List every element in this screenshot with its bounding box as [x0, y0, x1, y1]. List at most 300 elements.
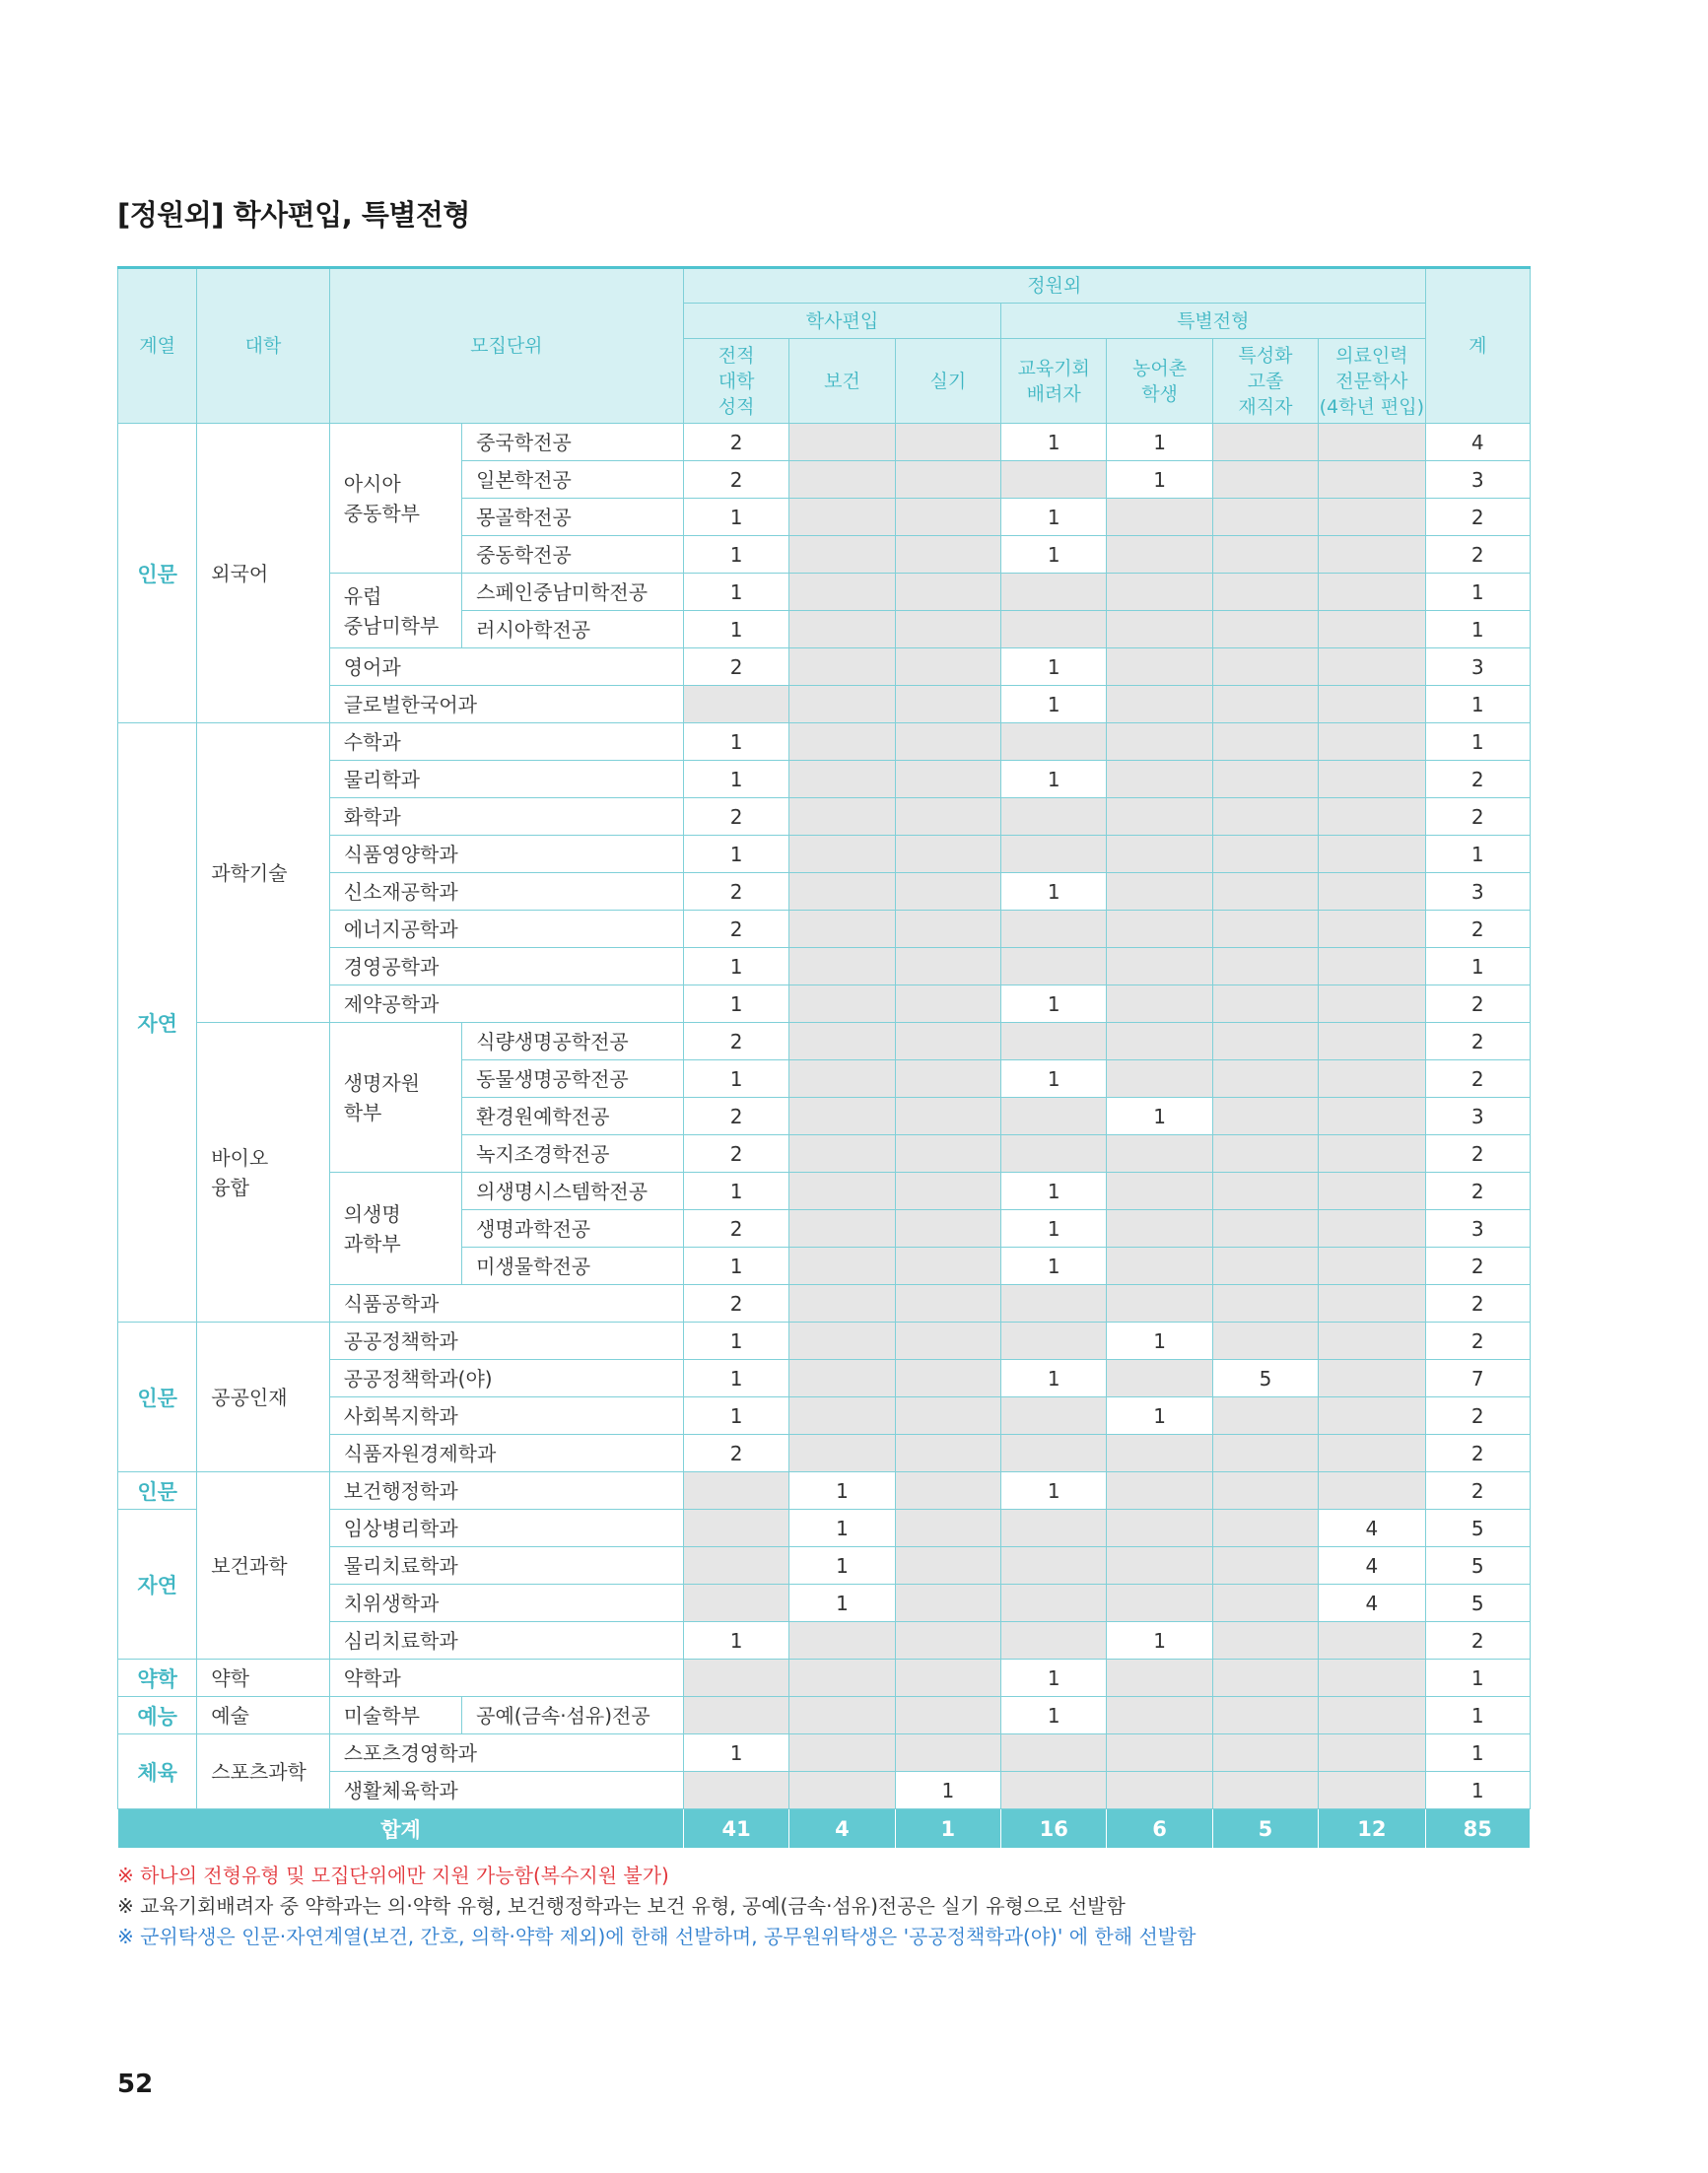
value-cell: 2 [683, 1023, 788, 1060]
table-header [118, 268, 1531, 424]
value-cell [895, 1472, 1000, 1510]
value-cell [1212, 686, 1318, 723]
value-cell: 1 [683, 1248, 788, 1285]
value-cell [1001, 611, 1107, 648]
value-cell [1001, 1023, 1107, 1060]
value-cell [1212, 798, 1318, 836]
value-cell [1319, 1360, 1425, 1397]
sum-cell: 16 [1001, 1809, 1107, 1849]
total-cell: 2 [1425, 1397, 1530, 1435]
sum-cell: 5 [1212, 1809, 1318, 1849]
value-cell [1001, 574, 1107, 611]
value-cell [683, 1547, 788, 1585]
total-cell: 2 [1425, 1285, 1530, 1323]
value-cell [1001, 1397, 1107, 1435]
value-cell: 2 [683, 1098, 788, 1135]
value-cell [1107, 1660, 1212, 1697]
header-unit: 모집단위 [329, 268, 683, 424]
major-cell: 생명과학전공 [462, 1210, 684, 1248]
value-cell [789, 1360, 895, 1397]
value-cell [1319, 1323, 1425, 1360]
value-cell [1212, 648, 1318, 686]
total-cell: 5 [1425, 1547, 1530, 1585]
total-cell: 4 [1425, 424, 1530, 461]
value-cell [1107, 1547, 1212, 1585]
value-cell [1107, 1734, 1212, 1772]
value-cell: 1 [1001, 536, 1107, 574]
unit-cell: 치위생학과 [329, 1585, 683, 1622]
value-cell: 1 [1001, 1697, 1107, 1734]
value-cell [895, 1060, 1000, 1098]
college-cell: 약학 [197, 1660, 329, 1697]
page-title: [정원외] 학사편입, 특별전형 [117, 198, 470, 232]
value-cell [1319, 1622, 1425, 1660]
value-cell [1319, 1060, 1425, 1098]
total-cell: 3 [1425, 461, 1530, 499]
total-cell: 1 [1425, 1772, 1530, 1809]
table-row [118, 424, 1531, 461]
value-cell [1212, 611, 1318, 648]
value-cell [789, 1323, 895, 1360]
value-cell [1107, 948, 1212, 985]
value-cell: 1 [683, 1622, 788, 1660]
value-cell [1107, 1060, 1212, 1098]
header-field: 계열 [118, 268, 197, 424]
college-cell: 바이오 융합 [197, 1023, 329, 1323]
value-cell [1107, 1360, 1212, 1397]
value-cell [895, 723, 1000, 761]
value-cell [895, 761, 1000, 798]
value-cell [789, 499, 895, 536]
value-cell [1107, 1285, 1212, 1323]
value-cell [1107, 1435, 1212, 1472]
total-cell: 2 [1425, 761, 1530, 798]
value-cell [1107, 574, 1212, 611]
note-item: ※ 군위탁생은 인문·자연계열(보건, 간호, 의학·약학 제외)에 한해 선발하며, 공무원위탁생은 '공공정책학과(야)' 에 한해 선발함 [117, 1925, 1196, 1948]
value-cell: 1 [683, 1323, 788, 1360]
total-cell: 2 [1425, 1248, 1530, 1285]
major-cell: 중국학전공 [462, 424, 684, 461]
value-cell [1001, 1285, 1107, 1323]
total-cell: 2 [1425, 1435, 1530, 1472]
unit-cell: 글로벌한국어과 [329, 686, 683, 723]
field-cell: 약학 [118, 1660, 197, 1697]
total-cell: 1 [1425, 686, 1530, 723]
total-cell: 1 [1425, 948, 1530, 985]
value-cell [1212, 1135, 1318, 1173]
table-row [118, 1547, 1531, 1585]
total-cell: 7 [1425, 1360, 1530, 1397]
value-cell [789, 1622, 895, 1660]
value-cell [789, 836, 895, 873]
total-cell: 3 [1425, 1098, 1530, 1135]
major-cell: 환경원예학전공 [462, 1098, 684, 1135]
unit-cell: 미술학부 [329, 1697, 461, 1734]
value-cell [1212, 723, 1318, 761]
college-cell: 외국어 [197, 424, 329, 723]
value-cell [895, 574, 1000, 611]
value-cell: 1 [1107, 1397, 1212, 1435]
value-cell: 5 [1212, 1360, 1318, 1397]
value-cell [1319, 1660, 1425, 1697]
value-cell [789, 1210, 895, 1248]
value-cell [789, 1248, 895, 1285]
total-cell: 1 [1425, 611, 1530, 648]
value-cell: 1 [789, 1547, 895, 1585]
table-row [118, 648, 1531, 686]
value-cell: 1 [683, 1734, 788, 1772]
value-cell: 1 [1001, 1360, 1107, 1397]
value-cell [895, 985, 1000, 1023]
note-item: ※ 교육기회배려자 중 약학과는 의·약학 유형, 보건행정학과는 보건 유형, 공예(금속·섬유)전공은 실기 유형으로 선발함 [117, 1894, 1126, 1918]
value-cell: 1 [1107, 1622, 1212, 1660]
value-cell [1107, 911, 1212, 948]
value-cell [1319, 1472, 1425, 1510]
value-cell [683, 1472, 788, 1510]
value-cell [789, 1772, 895, 1809]
total-cell: 2 [1425, 536, 1530, 574]
note-item: ※ 하나의 전형유형 및 모집단위에만 지원 가능함(복수지원 불가) [117, 1864, 669, 1887]
total-cell: 5 [1425, 1510, 1530, 1547]
value-cell [683, 1585, 788, 1622]
total-cell: 2 [1425, 985, 1530, 1023]
value-cell [789, 873, 895, 911]
value-cell [789, 1660, 895, 1697]
value-cell [1107, 873, 1212, 911]
value-cell: 2 [683, 1435, 788, 1472]
table-body [118, 424, 1531, 1809]
value-cell [1107, 686, 1212, 723]
value-cell [1319, 1173, 1425, 1210]
value-cell [1319, 1210, 1425, 1248]
value-cell [1212, 1248, 1318, 1285]
value-cell [789, 1135, 895, 1173]
value-cell [895, 836, 1000, 873]
value-cell [789, 1734, 895, 1772]
value-cell: 1 [1001, 1248, 1107, 1285]
value-cell: 1 [1001, 648, 1107, 686]
value-cell: 2 [683, 424, 788, 461]
header-total: 계 [1425, 268, 1530, 424]
value-cell [1212, 461, 1318, 499]
value-cell [1107, 1248, 1212, 1285]
total-cell: 2 [1425, 1023, 1530, 1060]
value-cell: 2 [683, 648, 788, 686]
value-cell [789, 648, 895, 686]
value-cell [895, 873, 1000, 911]
value-cell [1319, 723, 1425, 761]
value-cell [1001, 948, 1107, 985]
value-cell [895, 648, 1000, 686]
major-cell: 스페인중남미학전공 [462, 574, 684, 611]
value-cell [1001, 461, 1107, 499]
value-cell: 2 [683, 461, 788, 499]
value-cell [895, 424, 1000, 461]
value-cell: 1 [683, 761, 788, 798]
value-cell [1319, 873, 1425, 911]
field-cell: 인문 [118, 1323, 197, 1472]
value-cell [683, 1510, 788, 1547]
value-cell [895, 499, 1000, 536]
table-row [118, 873, 1531, 911]
value-cell [1212, 536, 1318, 574]
value-cell [1107, 798, 1212, 836]
value-cell [1319, 499, 1425, 536]
value-cell [1212, 1210, 1318, 1248]
total-cell: 2 [1425, 1173, 1530, 1210]
header-sub: 농어촌 학생 [1107, 339, 1212, 424]
value-cell: 2 [683, 911, 788, 948]
value-cell [895, 1360, 1000, 1397]
value-cell [895, 1023, 1000, 1060]
total-cell: 5 [1425, 1585, 1530, 1622]
admission-table [117, 266, 1531, 1849]
value-cell [895, 798, 1000, 836]
unit-cell: 에너지공학과 [329, 911, 683, 948]
value-cell [895, 611, 1000, 648]
field-cell: 체육 [118, 1734, 197, 1809]
value-cell: 1 [1001, 985, 1107, 1023]
value-cell [1212, 1622, 1318, 1660]
value-cell: 4 [1319, 1547, 1425, 1585]
value-cell [1319, 1135, 1425, 1173]
value-cell [1212, 1772, 1318, 1809]
total-cell: 2 [1425, 1622, 1530, 1660]
value-cell: 1 [683, 948, 788, 985]
value-cell [1319, 611, 1425, 648]
value-cell [895, 1435, 1000, 1472]
value-cell [895, 536, 1000, 574]
value-cell [895, 1285, 1000, 1323]
total-cell: 2 [1425, 1323, 1530, 1360]
value-cell [895, 686, 1000, 723]
value-cell [789, 1098, 895, 1135]
value-cell [789, 911, 895, 948]
table-row [118, 1360, 1531, 1397]
value-cell [1107, 836, 1212, 873]
major-cell: 몽골학전공 [462, 499, 684, 536]
value-cell [789, 1435, 895, 1472]
value-cell [789, 1173, 895, 1210]
value-cell [789, 686, 895, 723]
total-cell: 3 [1425, 1210, 1530, 1248]
table-row [118, 1323, 1531, 1360]
value-cell: 1 [1001, 424, 1107, 461]
total-cell: 3 [1425, 648, 1530, 686]
value-cell [1001, 1585, 1107, 1622]
value-cell [789, 985, 895, 1023]
field-cell: 예능 [118, 1697, 197, 1734]
value-cell [895, 1323, 1000, 1360]
value-cell [1212, 1285, 1318, 1323]
value-cell [1212, 1660, 1318, 1697]
sum-cell: 4 [789, 1809, 895, 1849]
value-cell [1212, 1697, 1318, 1734]
value-cell: 1 [683, 723, 788, 761]
unit-cell: 심리치료학과 [329, 1622, 683, 1660]
value-cell [895, 1734, 1000, 1772]
table-row [118, 1285, 1531, 1323]
total-cell: 1 [1425, 723, 1530, 761]
value-cell [1319, 798, 1425, 836]
field-cell: 인문 [118, 424, 197, 723]
value-cell [895, 1660, 1000, 1697]
sum-cell: 1 [895, 1809, 1000, 1849]
major-cell: 러시아학전공 [462, 611, 684, 648]
value-cell: 1 [683, 1397, 788, 1435]
value-cell [895, 1248, 1000, 1285]
total-cell: 3 [1425, 873, 1530, 911]
page-number: 52 [117, 2070, 154, 2099]
table-row [118, 1173, 1531, 1210]
unit-cell: 생명자원 학부 [329, 1023, 461, 1173]
value-cell [789, 761, 895, 798]
value-cell [1001, 1547, 1107, 1585]
value-cell [1212, 1585, 1318, 1622]
table-row [118, 911, 1531, 948]
value-cell [1107, 1173, 1212, 1210]
sum-total: 85 [1425, 1809, 1530, 1849]
value-cell [1001, 1098, 1107, 1135]
value-cell: 1 [1107, 424, 1212, 461]
value-cell: 2 [683, 1210, 788, 1248]
header-college: 대학 [197, 268, 329, 424]
value-cell [1212, 499, 1318, 536]
unit-cell: 유럽 중남미학부 [329, 574, 461, 648]
sum-cell: 41 [683, 1809, 788, 1849]
value-cell: 1 [1001, 1472, 1107, 1510]
value-cell [1212, 1734, 1318, 1772]
unit-cell: 신소재공학과 [329, 873, 683, 911]
value-cell [1107, 761, 1212, 798]
total-cell: 1 [1425, 1697, 1530, 1734]
value-cell [1212, 1060, 1318, 1098]
value-cell [1107, 1585, 1212, 1622]
value-cell [1212, 985, 1318, 1023]
sum-row [118, 1809, 1531, 1849]
value-cell [789, 1285, 895, 1323]
total-cell: 2 [1425, 1135, 1530, 1173]
value-cell [1001, 836, 1107, 873]
value-cell [683, 1660, 788, 1697]
value-cell [895, 1622, 1000, 1660]
value-cell [1107, 1135, 1212, 1173]
unit-cell: 공공정책학과 [329, 1323, 683, 1360]
value-cell: 1 [1001, 499, 1107, 536]
value-cell [1319, 1285, 1425, 1323]
total-cell: 2 [1425, 798, 1530, 836]
major-cell: 미생물학전공 [462, 1248, 684, 1285]
major-cell: 녹지조경학전공 [462, 1135, 684, 1173]
value-cell: 1 [683, 1360, 788, 1397]
college-cell: 공공인재 [197, 1323, 329, 1472]
value-cell [1319, 648, 1425, 686]
value-cell: 2 [683, 1135, 788, 1173]
value-cell [895, 948, 1000, 985]
unit-cell: 사회복지학과 [329, 1397, 683, 1435]
unit-cell: 임상병리학과 [329, 1510, 683, 1547]
value-cell: 1 [1001, 686, 1107, 723]
value-cell [1107, 611, 1212, 648]
value-cell [789, 424, 895, 461]
value-cell [1212, 1472, 1318, 1510]
value-cell: 4 [1319, 1585, 1425, 1622]
value-cell: 1 [683, 985, 788, 1023]
value-cell [789, 948, 895, 985]
unit-cell: 수학과 [329, 723, 683, 761]
value-cell [1212, 1023, 1318, 1060]
value-cell [895, 1173, 1000, 1210]
table-row [118, 1023, 1531, 1060]
table-row [118, 1510, 1531, 1547]
value-cell [1001, 723, 1107, 761]
value-cell [1001, 798, 1107, 836]
sum-cell: 6 [1107, 1809, 1212, 1849]
value-cell [1107, 648, 1212, 686]
value-cell [1212, 836, 1318, 873]
value-cell: 1 [683, 1060, 788, 1098]
value-cell [1107, 536, 1212, 574]
major-cell: 중동학전공 [462, 536, 684, 574]
value-cell [1212, 911, 1318, 948]
value-cell [1107, 1472, 1212, 1510]
college-cell: 스포츠과학 [197, 1734, 329, 1809]
value-cell: 1 [1107, 461, 1212, 499]
value-cell [1107, 1697, 1212, 1734]
value-cell [1212, 1510, 1318, 1547]
total-cell: 2 [1425, 499, 1530, 536]
unit-cell: 물리치료학과 [329, 1547, 683, 1585]
college-cell: 보건과학 [197, 1472, 329, 1660]
value-cell [1319, 1697, 1425, 1734]
table-row [118, 948, 1531, 985]
unit-cell: 제약공학과 [329, 985, 683, 1023]
value-cell [1001, 911, 1107, 948]
total-cell: 2 [1425, 1472, 1530, 1510]
value-cell [789, 1060, 895, 1098]
value-cell: 1 [789, 1510, 895, 1547]
value-cell: 1 [1001, 1173, 1107, 1210]
table-row [118, 1622, 1531, 1660]
header-sub: 보건 [789, 339, 895, 424]
field-cell: 자연 [118, 723, 197, 1323]
value-cell: 1 [895, 1772, 1000, 1809]
value-cell: 1 [1001, 1660, 1107, 1697]
major-cell: 일본학전공 [462, 461, 684, 499]
table-row [118, 1772, 1531, 1809]
value-cell: 4 [1319, 1510, 1425, 1547]
value-cell [1319, 574, 1425, 611]
value-cell [1212, 1323, 1318, 1360]
value-cell [1107, 985, 1212, 1023]
total-cell: 1 [1425, 574, 1530, 611]
value-cell: 1 [789, 1472, 895, 1510]
value-cell [1212, 1397, 1318, 1435]
value-cell [1107, 1210, 1212, 1248]
value-cell [683, 1772, 788, 1809]
unit-cell: 식품자원경제학과 [329, 1435, 683, 1472]
value-cell [789, 574, 895, 611]
value-cell: 1 [1107, 1323, 1212, 1360]
unit-cell: 식품영양학과 [329, 836, 683, 873]
value-cell [1319, 1435, 1425, 1472]
value-cell [1212, 1547, 1318, 1585]
major-cell: 공예(금속·섬유)전공 [462, 1697, 684, 1734]
total-cell: 2 [1425, 1060, 1530, 1098]
value-cell [1001, 1323, 1107, 1360]
value-cell [1212, 1098, 1318, 1135]
value-cell [683, 686, 788, 723]
